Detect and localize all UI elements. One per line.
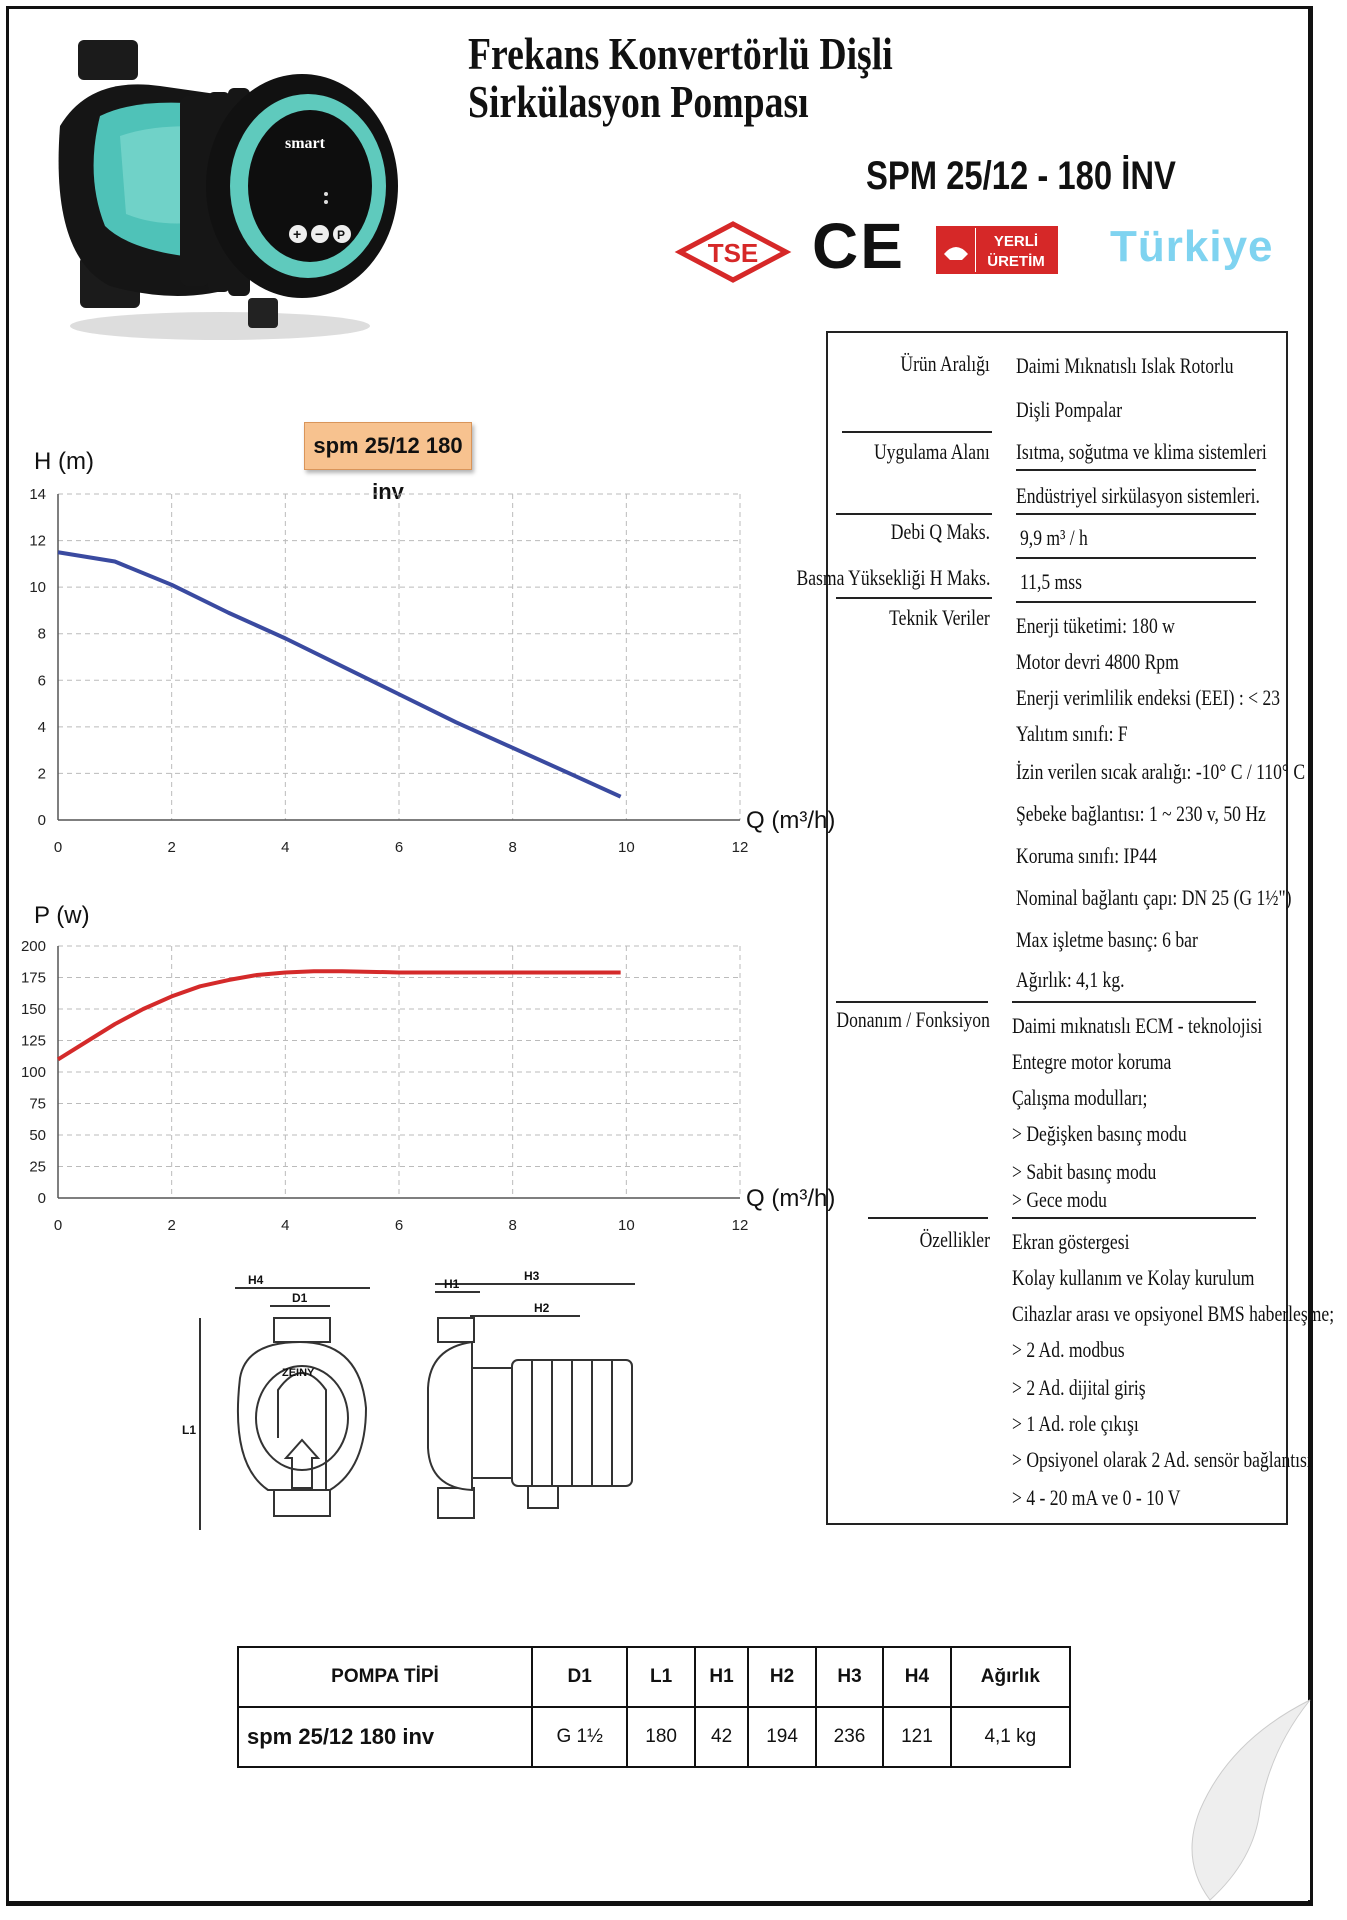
y-tick-label: 0	[37, 812, 46, 829]
spec-label-ozellikler: Özellikler	[919, 1227, 990, 1252]
table-header: L1	[627, 1647, 694, 1707]
table-header: Ağırlık	[951, 1647, 1070, 1707]
turkiye-logo: Türkiye	[1110, 222, 1274, 271]
spec-donanim-item: > Değişken basınç modu	[1012, 1121, 1187, 1146]
spec-ozellikler-item: Kolay kullanım ve Kolay kurulum	[1012, 1265, 1255, 1290]
spec-value-basma: 11,5 mss	[1020, 569, 1082, 594]
head-chart-ylabel: H (m)	[34, 448, 94, 475]
table-header: H4	[883, 1647, 950, 1707]
table-header: H1	[695, 1647, 748, 1707]
pump-product-image	[30, 36, 410, 350]
x-axis-label: Q (m³/h)	[746, 1185, 836, 1212]
y-tick-label: 25	[29, 1158, 46, 1176]
table-cell: 236	[816, 1707, 883, 1767]
spec-box	[796, 331, 1335, 1525]
table-cell: 180	[627, 1707, 694, 1767]
svg-text:ÜRETİM: ÜRETİM	[987, 253, 1045, 270]
spec-donanim-item: > Sabit basınç modu	[1012, 1159, 1157, 1184]
spec-label-teknik: Teknik Veriler	[889, 605, 990, 630]
x-tick-label: 4	[281, 1217, 290, 1234]
table-cell: 42	[695, 1707, 748, 1767]
spec-value-debi: 9,9 m³ / h	[1020, 525, 1088, 550]
x-tick-label: 8	[508, 839, 517, 856]
svg-text:TSE: TSE	[707, 238, 759, 268]
document-title	[468, 30, 893, 126]
spec-teknik-item: Nominal bağlantı çapı: DN 25 (G 1½")	[1016, 885, 1292, 910]
spec-ozellikler-item: Ekran göstergesi	[1012, 1229, 1130, 1254]
pump-display-label: smart	[285, 135, 325, 152]
x-tick-label: 2	[167, 1217, 176, 1234]
spec-ozellikler-item: > 1 Ad. role çıkışı	[1012, 1411, 1139, 1436]
x-tick-label: 6	[394, 839, 404, 856]
yerli-uretim-logo	[936, 226, 1058, 274]
y-tick-label: 0	[37, 1190, 46, 1207]
spec-teknik-item: Şebeke bağlantısı: 1 ~ 230 v, 50 Hz	[1016, 801, 1266, 826]
table-cell: 121	[883, 1707, 950, 1767]
title-line-2: Sirkülasyon Pompası	[468, 76, 809, 127]
spec-donanim-item: Entegre motor koruma	[1012, 1049, 1172, 1074]
y-tick-label: 2	[37, 765, 46, 783]
spec-label-debi: Debi Q Maks.	[890, 519, 990, 544]
x-tick-label: 10	[617, 1217, 635, 1234]
spec-teknik-item: Yalıtım sınıfı: F	[1016, 721, 1128, 746]
label-d1: D1	[292, 1291, 308, 1305]
spec-teknik-item: Motor devri 4800 Rpm	[1016, 649, 1179, 674]
y-tick-label: 4	[37, 718, 46, 736]
y-tick-label: 12	[29, 532, 46, 550]
table-cell: 4,1 kg	[951, 1707, 1070, 1767]
spec-label-uygulama-alani: Uygulama Alanı	[874, 439, 990, 464]
x-axis-label: Q (m³/h)	[746, 807, 836, 834]
y-tick-label: 150	[20, 1001, 46, 1018]
y-tick-label: 14	[29, 486, 46, 503]
table-cell: G 1½	[532, 1707, 627, 1767]
label-h2: H2	[534, 1301, 550, 1315]
program-button-icon: P	[337, 228, 346, 242]
y-tick-label: 100	[20, 1064, 46, 1081]
ce-mark: CE	[812, 210, 905, 282]
power-chart-ylabel: P (w)	[34, 902, 90, 929]
x-tick-label: 4	[281, 839, 290, 856]
series-line	[58, 552, 621, 797]
spec-ozellikler-item: Cihazlar arası ve opsiyonel BMS haberleşme;	[1012, 1301, 1335, 1326]
y-tick-label: 6	[37, 672, 46, 690]
x-tick-label: 12	[731, 839, 749, 856]
label-h1: H1	[444, 1277, 460, 1291]
spec-teknik-item: Max işletme basınç: 6 bar	[1016, 927, 1198, 952]
table-header: H2	[748, 1647, 815, 1707]
y-tick-label: 175	[20, 969, 46, 987]
power-flow-chart	[20, 932, 836, 1242]
dimension-drawings	[180, 1268, 650, 1558]
table-row	[238, 1707, 1070, 1767]
series-line	[58, 971, 621, 1059]
spec-teknik-item: İzin verilen sıcak aralığı: -10° C / 110° C	[1016, 759, 1306, 784]
table-header-row	[238, 1647, 1070, 1707]
y-tick-label: 200	[20, 938, 46, 955]
title-line-1: Frekans Konvertörlü Dişli	[468, 28, 893, 79]
table-cell: 194	[748, 1707, 815, 1767]
spec-label-basma: Basma Yüksekliği H Maks.	[796, 565, 990, 590]
y-tick-label: 50	[29, 1127, 46, 1144]
series-badge: spm 25/12 180 inv	[304, 422, 472, 470]
y-tick-label: 125	[20, 1032, 46, 1050]
spec-ozellikler-item: > Opsiyonel olarak 2 Ad. sensör bağlantısı	[1012, 1447, 1312, 1472]
dimension-table	[237, 1646, 1071, 1768]
label-h3: H3	[524, 1269, 540, 1283]
spec-teknik-item: Koruma sınıfı: IP44	[1016, 843, 1157, 868]
x-tick-label: 2	[167, 839, 176, 856]
label-h4: H4	[248, 1273, 264, 1287]
spec-ozellikler-item: > 4 - 20 mA ve 0 - 10 V	[1012, 1485, 1181, 1510]
spec-ozellikler-item: > 2 Ad. dijital giriş	[1012, 1375, 1146, 1400]
x-tick-label: 0	[53, 839, 63, 856]
table-header: D1	[532, 1647, 627, 1707]
table-header: POMPA TİPİ	[238, 1647, 532, 1707]
table-header: H3	[816, 1647, 883, 1707]
y-tick-label: 8	[37, 625, 46, 643]
label-l1: L1	[182, 1423, 197, 1437]
x-tick-label: 12	[731, 1217, 749, 1234]
head-flow-chart	[20, 478, 836, 858]
x-tick-label: 6	[394, 1217, 404, 1234]
spec-teknik-item: Ağırlık: 4,1 kg.	[1016, 967, 1125, 992]
x-tick-label: 8	[508, 1217, 517, 1234]
spec-label-donanim: Donanım / Fonksiyon	[836, 1007, 990, 1032]
x-tick-label: 0	[53, 1217, 63, 1234]
spec-donanim-item: > Gece modu	[1012, 1187, 1107, 1212]
x-tick-label: 10	[617, 839, 635, 856]
spec-value-urun-araligi-1: Daimi Mıknatıslı Islak Rotorlu	[1016, 353, 1234, 378]
spec-label-urun-araligi: Ürün Aralığı	[900, 351, 990, 376]
spec-donanim-item: Daimi mıknatıslı ECM - teknolojisi	[1012, 1013, 1263, 1038]
minus-button-icon: −	[315, 226, 324, 242]
spec-value-urun-araligi-2: Dişli Pompalar	[1016, 397, 1123, 422]
y-tick-label: 10	[29, 579, 46, 597]
spec-value-uygulama-2: Endüstriyel sirkülasyon sistemleri.	[1016, 483, 1260, 508]
table-cell: spm 25/12 180 inv	[238, 1707, 532, 1767]
spec-donanim-item: Çalışma modulları;	[1012, 1085, 1148, 1110]
svg-text:YERLİ: YERLİ	[993, 233, 1039, 250]
plus-button-icon: +	[293, 226, 302, 242]
y-tick-label: 75	[29, 1095, 46, 1113]
spec-ozellikler-item: > 2 Ad. modbus	[1012, 1337, 1125, 1362]
casting-label: ZEINY	[282, 1367, 315, 1379]
model-name: SPM 25/12 - 180 İNV	[866, 154, 1176, 198]
page-curl-decoration	[1150, 1660, 1310, 1900]
tse-logo	[676, 220, 790, 284]
spec-teknik-item: Enerji tüketimi: 180 w	[1016, 613, 1175, 638]
spec-value-uygulama-1: Isıtma, soğutma ve klima sistemleri	[1016, 439, 1267, 464]
spec-teknik-item: Enerji verimlilik endeksi (EEI) : < 23	[1016, 685, 1281, 710]
